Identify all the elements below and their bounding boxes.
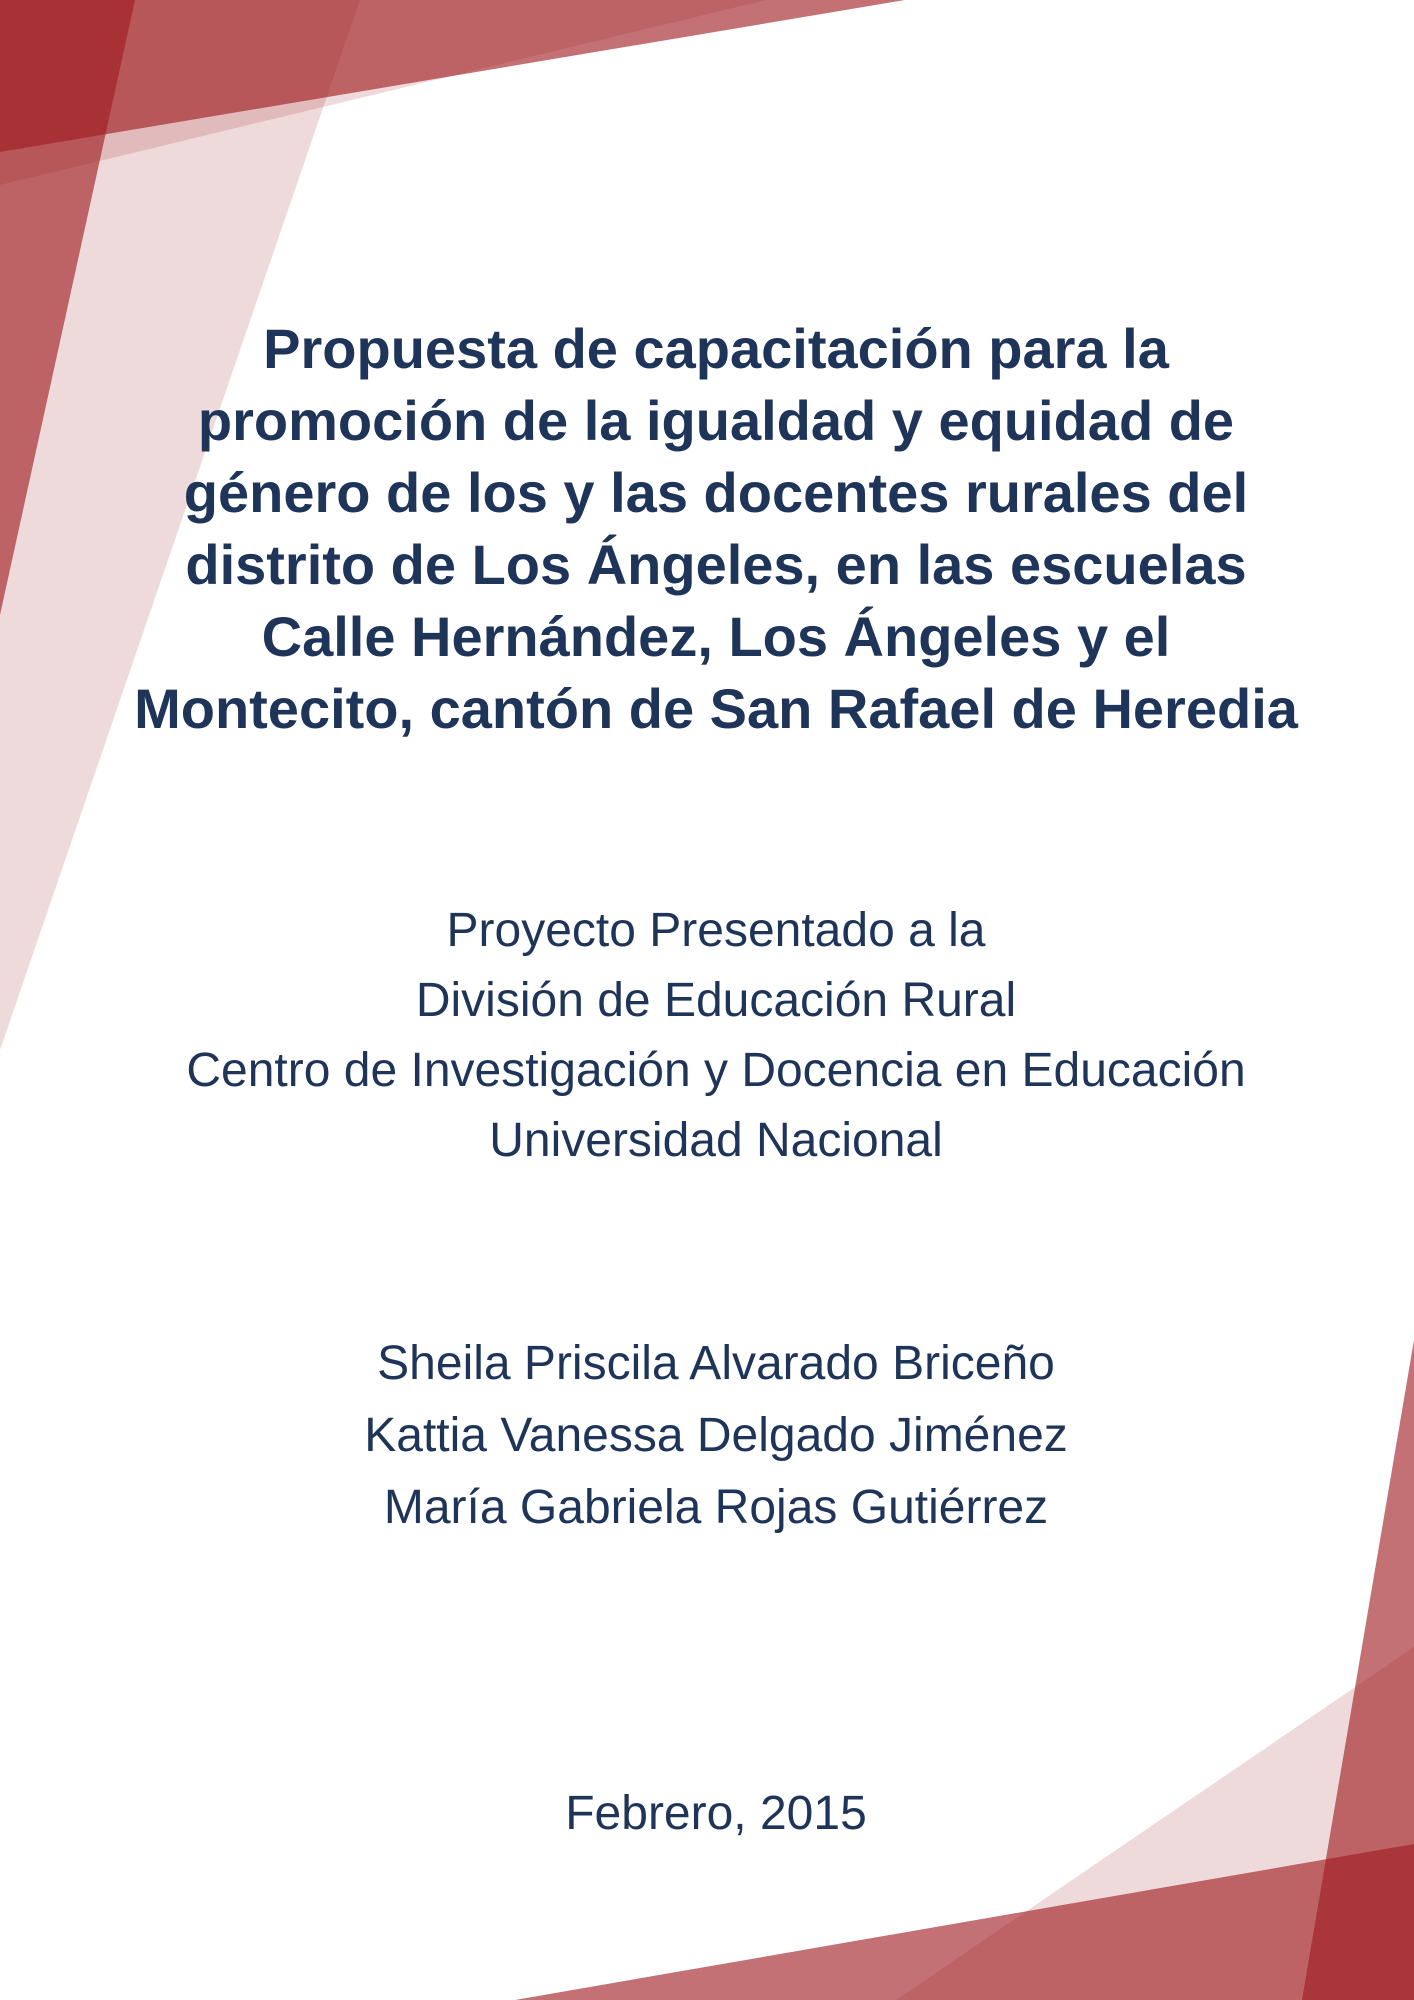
presented-to-line: Universidad Nacional — [489, 1114, 943, 1167]
presented-to-block — [18, 896, 1414, 1176]
title-line: género de los y las docentes rurales del — [183, 461, 1249, 524]
presented-to-line: Centro de Investigación y Docencia en Educación — [186, 1044, 1246, 1097]
author-name: María Gabriela Rojas Gutiérrez — [383, 1481, 1049, 1534]
date-line: Febrero, 2015 — [565, 1787, 867, 1840]
presented-to-line: Proyecto Presentado a la — [446, 904, 986, 957]
author-name: Sheila Priscila Alvarado Briceño — [377, 1337, 1055, 1390]
presented-to-line: División de Educación Rural — [415, 974, 1017, 1027]
title-line: Montecito, cantón de San Rafael de Heredia — [134, 677, 1298, 740]
title-line: Calle Hernández, Los Ángeles y el — [261, 605, 1171, 668]
title-line: Propuesta de capacitación para la — [263, 317, 1169, 380]
authors-block — [18, 1328, 1414, 1544]
document-title — [18, 313, 1414, 745]
red-triangle-top-band — [0, 0, 905, 152]
title-line: distrito de Los Ángeles, en las escuelas — [185, 533, 1247, 596]
red-triangle-bottom-band — [515, 1844, 1414, 2000]
author-name: Kattia Vanessa Delgado Jiménez — [364, 1409, 1068, 1462]
title-line: promoción de la igualdad y equidad de — [197, 389, 1235, 452]
